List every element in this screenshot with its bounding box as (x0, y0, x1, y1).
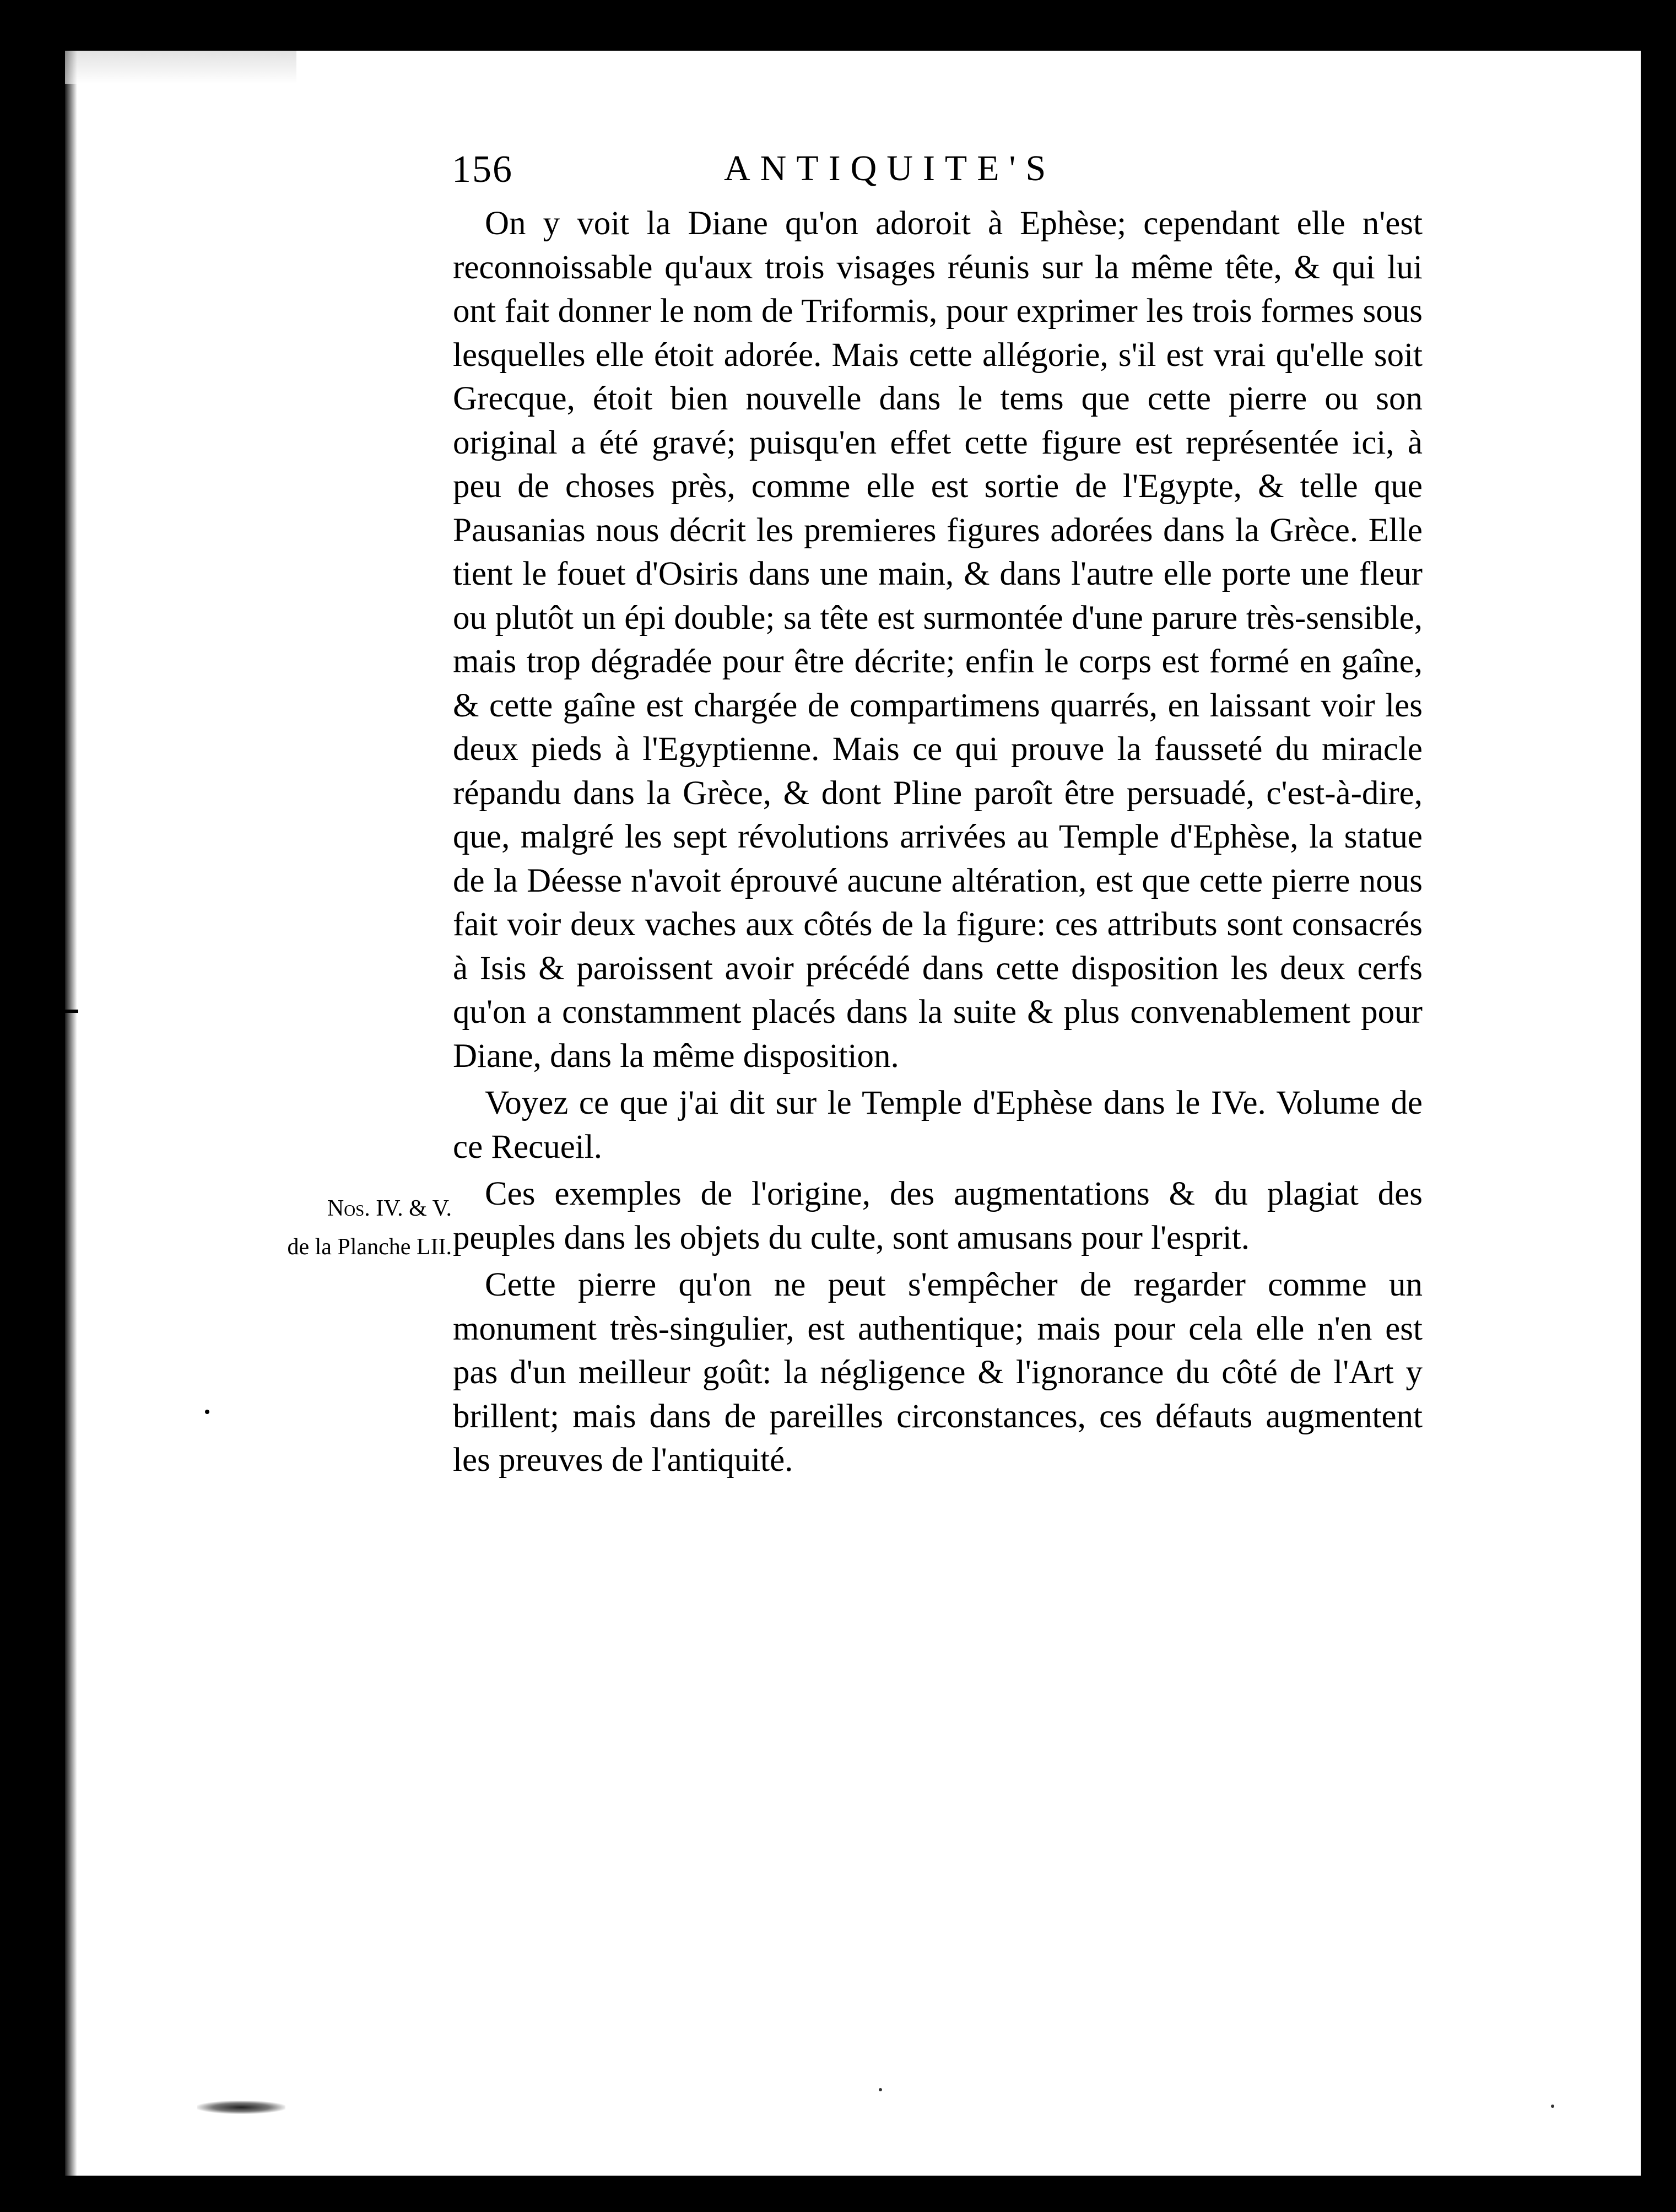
paragraph: On y voit la Diane qu'on adoroit à Ephèse; cependant elle n'est reconnoissable qu'aux trois visages réunis sur la même tête, & qui lui ont fait donner le nom de Triformis, pour exprimer les trois formes sous lesquelles elle étoit adorée. Mais cette allégorie, s'il est vrai qu'elle soit Grecque, étoit bien nouvelle dans le tems que cette pierre ou son original a été gravé; puisqu'en effet cette figure est représentée ici, à peu de choses près, comme elle est sortie de l'Egypte, & telle que Pausanias nous décrit les premieres figures adorées dans la Grèce. Elle tient le fouet d'Osiris dans une main, & dans l'autre elle porte une fleur ou plutôt un épi double; sa tête est surmontée d'une parure très-sensible, mais trop dégradée pour être décrite; enfin le corps est formé en gaîne, & cette gaîne est chargée de compartimens quarrés, en laissant voir les deux pieds à l'Egyptienne. Mais ce qui prouve la fausseté du miracle répandu dans la Grèce, & dont Pline paroît être persuadé, c'est-à-dire, que, malgré les sept révolutions arrivées au Temple d'Ephèse, la statue de la Déesse n'avoit éprouvé aucune altération, est que cette pierre nous fait voir deux vaches aux côtés de la figure: ces attributs sont consacrés à Isis & paroissent avoir précédé dans cette disposition les deux cerfs qu'on a constamment placés dans la suite & plus convenablement pour Diane, dans la même disposition. (453, 205, 1423, 1075)
speck (879, 2088, 882, 2091)
running-title: ANTIQUITE'S (724, 148, 1056, 188)
speck (205, 1410, 209, 1414)
body-text (453, 202, 1423, 1482)
margin-note (237, 1189, 452, 1266)
margin-note-line: Nos. IV. & V. (327, 1196, 452, 1221)
running-head (452, 148, 1223, 208)
paragraph: Voyez ce que j'ai dit sur le Temple d'Ephèse dans le IVe. Volume de ce Recueil. (453, 1085, 1423, 1166)
paragraph: Ces exemples de l'origine, des augmentations & du plagiat des peuples dans les objets du culte, sont amusans pour l'esprit. (453, 1175, 1423, 1256)
margin-note-line: de la Planche LII. (287, 1234, 452, 1260)
speck (1551, 2105, 1554, 2108)
page-number: 156 (452, 148, 513, 191)
paragraph: Cette pierre qu'on ne peut s'empêcher de regarder comme un monument très-singulier, est authentique; mais pour cela elle n'en est pas d'un meilleur goût: la négligence & l'ignorance du côté de l'Art y brillent; mais dans de pareilles circonstances, ces défauts augmentent les preuves de l'antiquité. (453, 1266, 1423, 1479)
